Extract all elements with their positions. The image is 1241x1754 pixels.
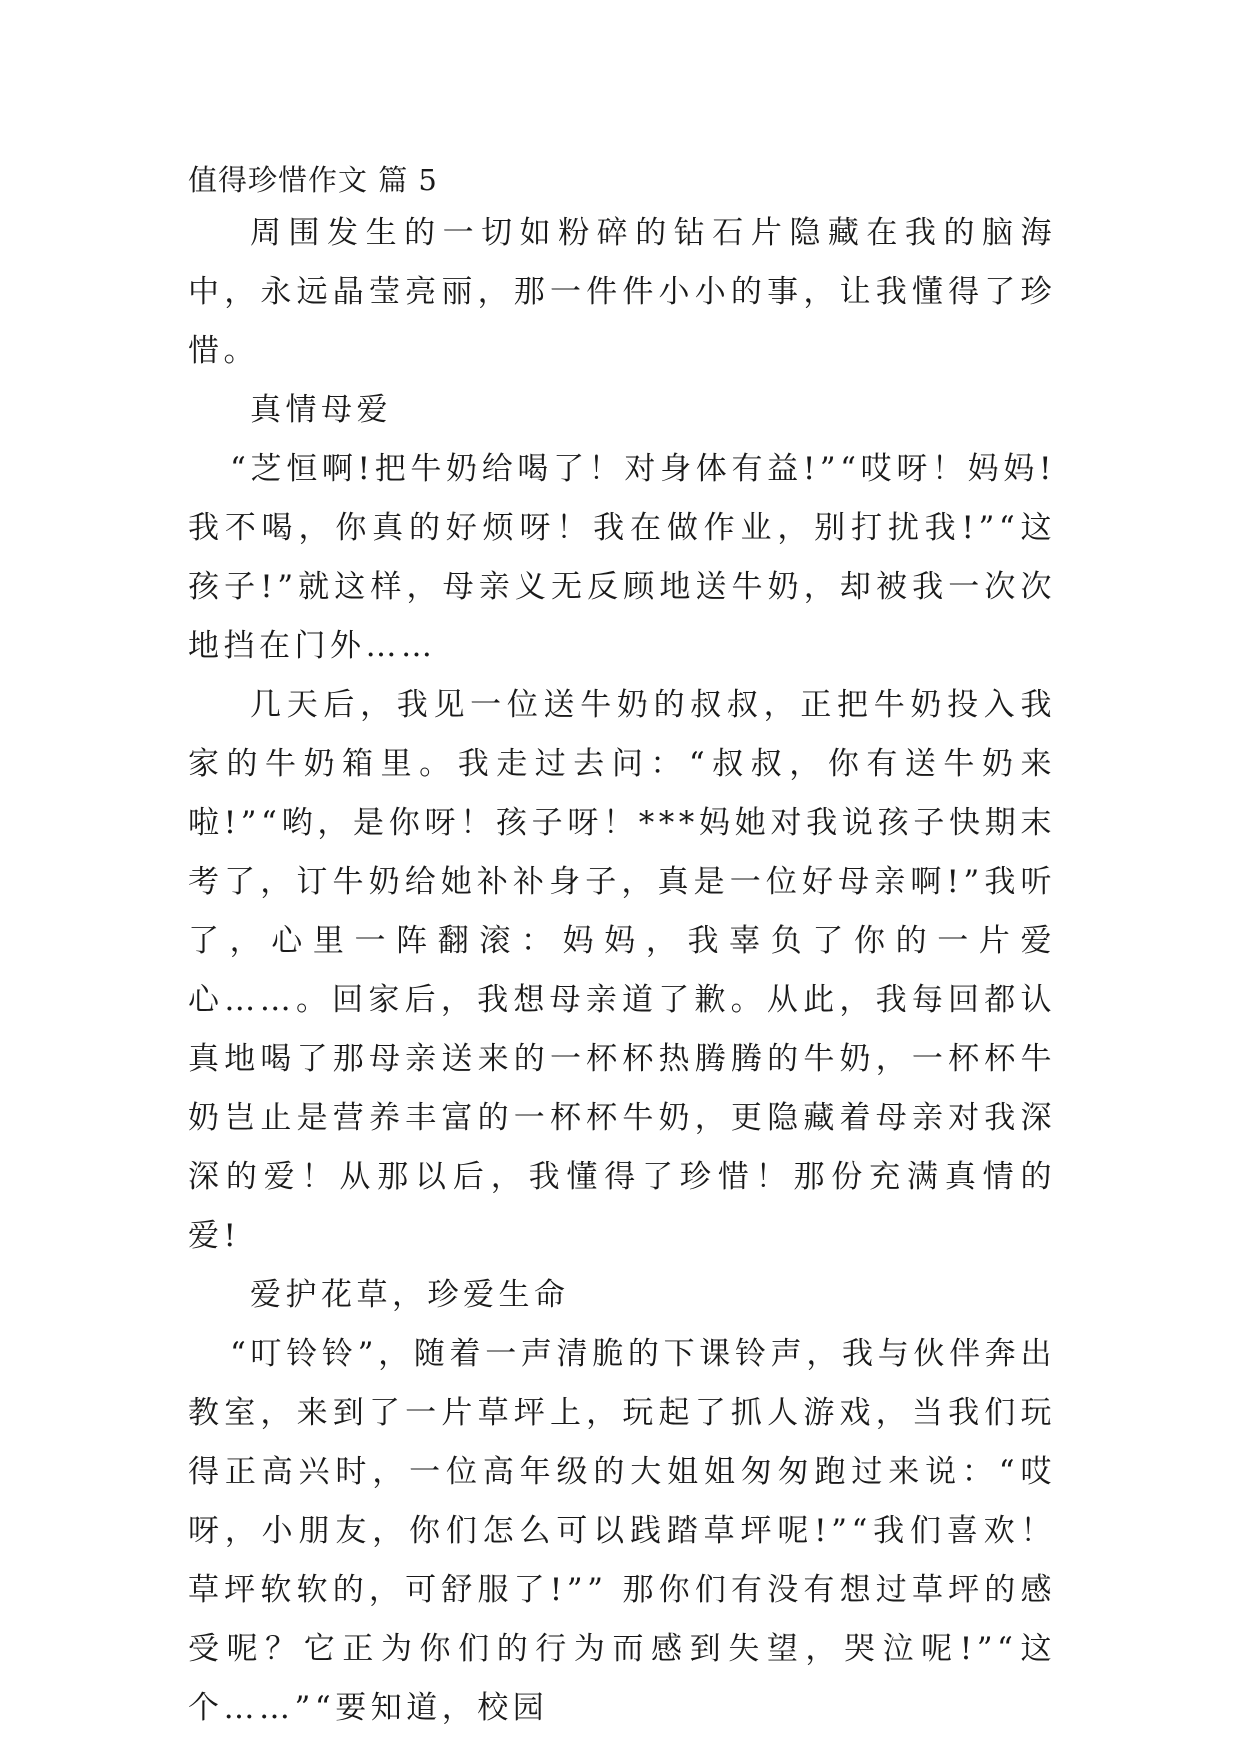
- intro-paragraph: 周围发生的一切如粉碎的钻石片隐藏在我的脑海中，永远晶莹亮丽，那一件件小小的事，让我懂得了珍惜。: [188, 215, 1056, 369]
- story-paragraph-milkman: 几天后，我见一位送牛奶的叔叔，正把牛奶投入我家的牛奶箱里。我走过去问：“叔叔，你有送牛奶来啦!”“哟，是你呀！孩子呀！***妈她对我说孩子快期末考了，订牛奶给她补补身子，真是一位好母亲啊!”我听了，心里一阵翻滚：妈妈，我辜负了你的一片爱心……。回家后，我想母亲道了歉。从此，我每回都认真地喝了那母亲送来的一杯杯热腾腾的牛奶，一杯杯牛奶岂止是营养丰富的一杯杯牛奶，更隐藏着母亲对我深深的爱！从那以后，我懂得了珍惜！那份充满真情的爱!: [188, 687, 1056, 1254]
- dialogue-paragraph-lawn: “叮铃铃”，随着一声清脆的下课铃声，我与伙伴奔出教室，来到了一片草坪上，玩起了抓人游戏，当我们玩得正高兴时，一位高年级的大姐姐匆匆跑过来说：“哎呀，小朋友，你们怎么可以践踏草坪呢!”“我们喜欢！草坪软软的，可舒服了!”” 那你们有没有想过草坪的感受呢？它正为你们的行为而感到失望，哭泣呢!”“这个……”“要知道，校园: [188, 1336, 1056, 1726]
- section-heading-protect-grass: 爱护花草，珍爱生命: [250, 1277, 570, 1313]
- section-heading-maternal-love: 真情母爱: [250, 392, 392, 428]
- document-page: [188, 160, 1056, 1738]
- document-title: 值得珍惜作文 篇 5: [188, 163, 438, 197]
- dialogue-paragraph-milk: “芝恒啊!把牛奶给喝了！对身体有益!”“哎呀！妈妈!我不喝，你真的好烦呀！我在做作业，别打扰我!”“这孩子!”就这样，母亲义无反顾地送牛奶，却被我一次次地挡在门外……: [188, 451, 1056, 664]
